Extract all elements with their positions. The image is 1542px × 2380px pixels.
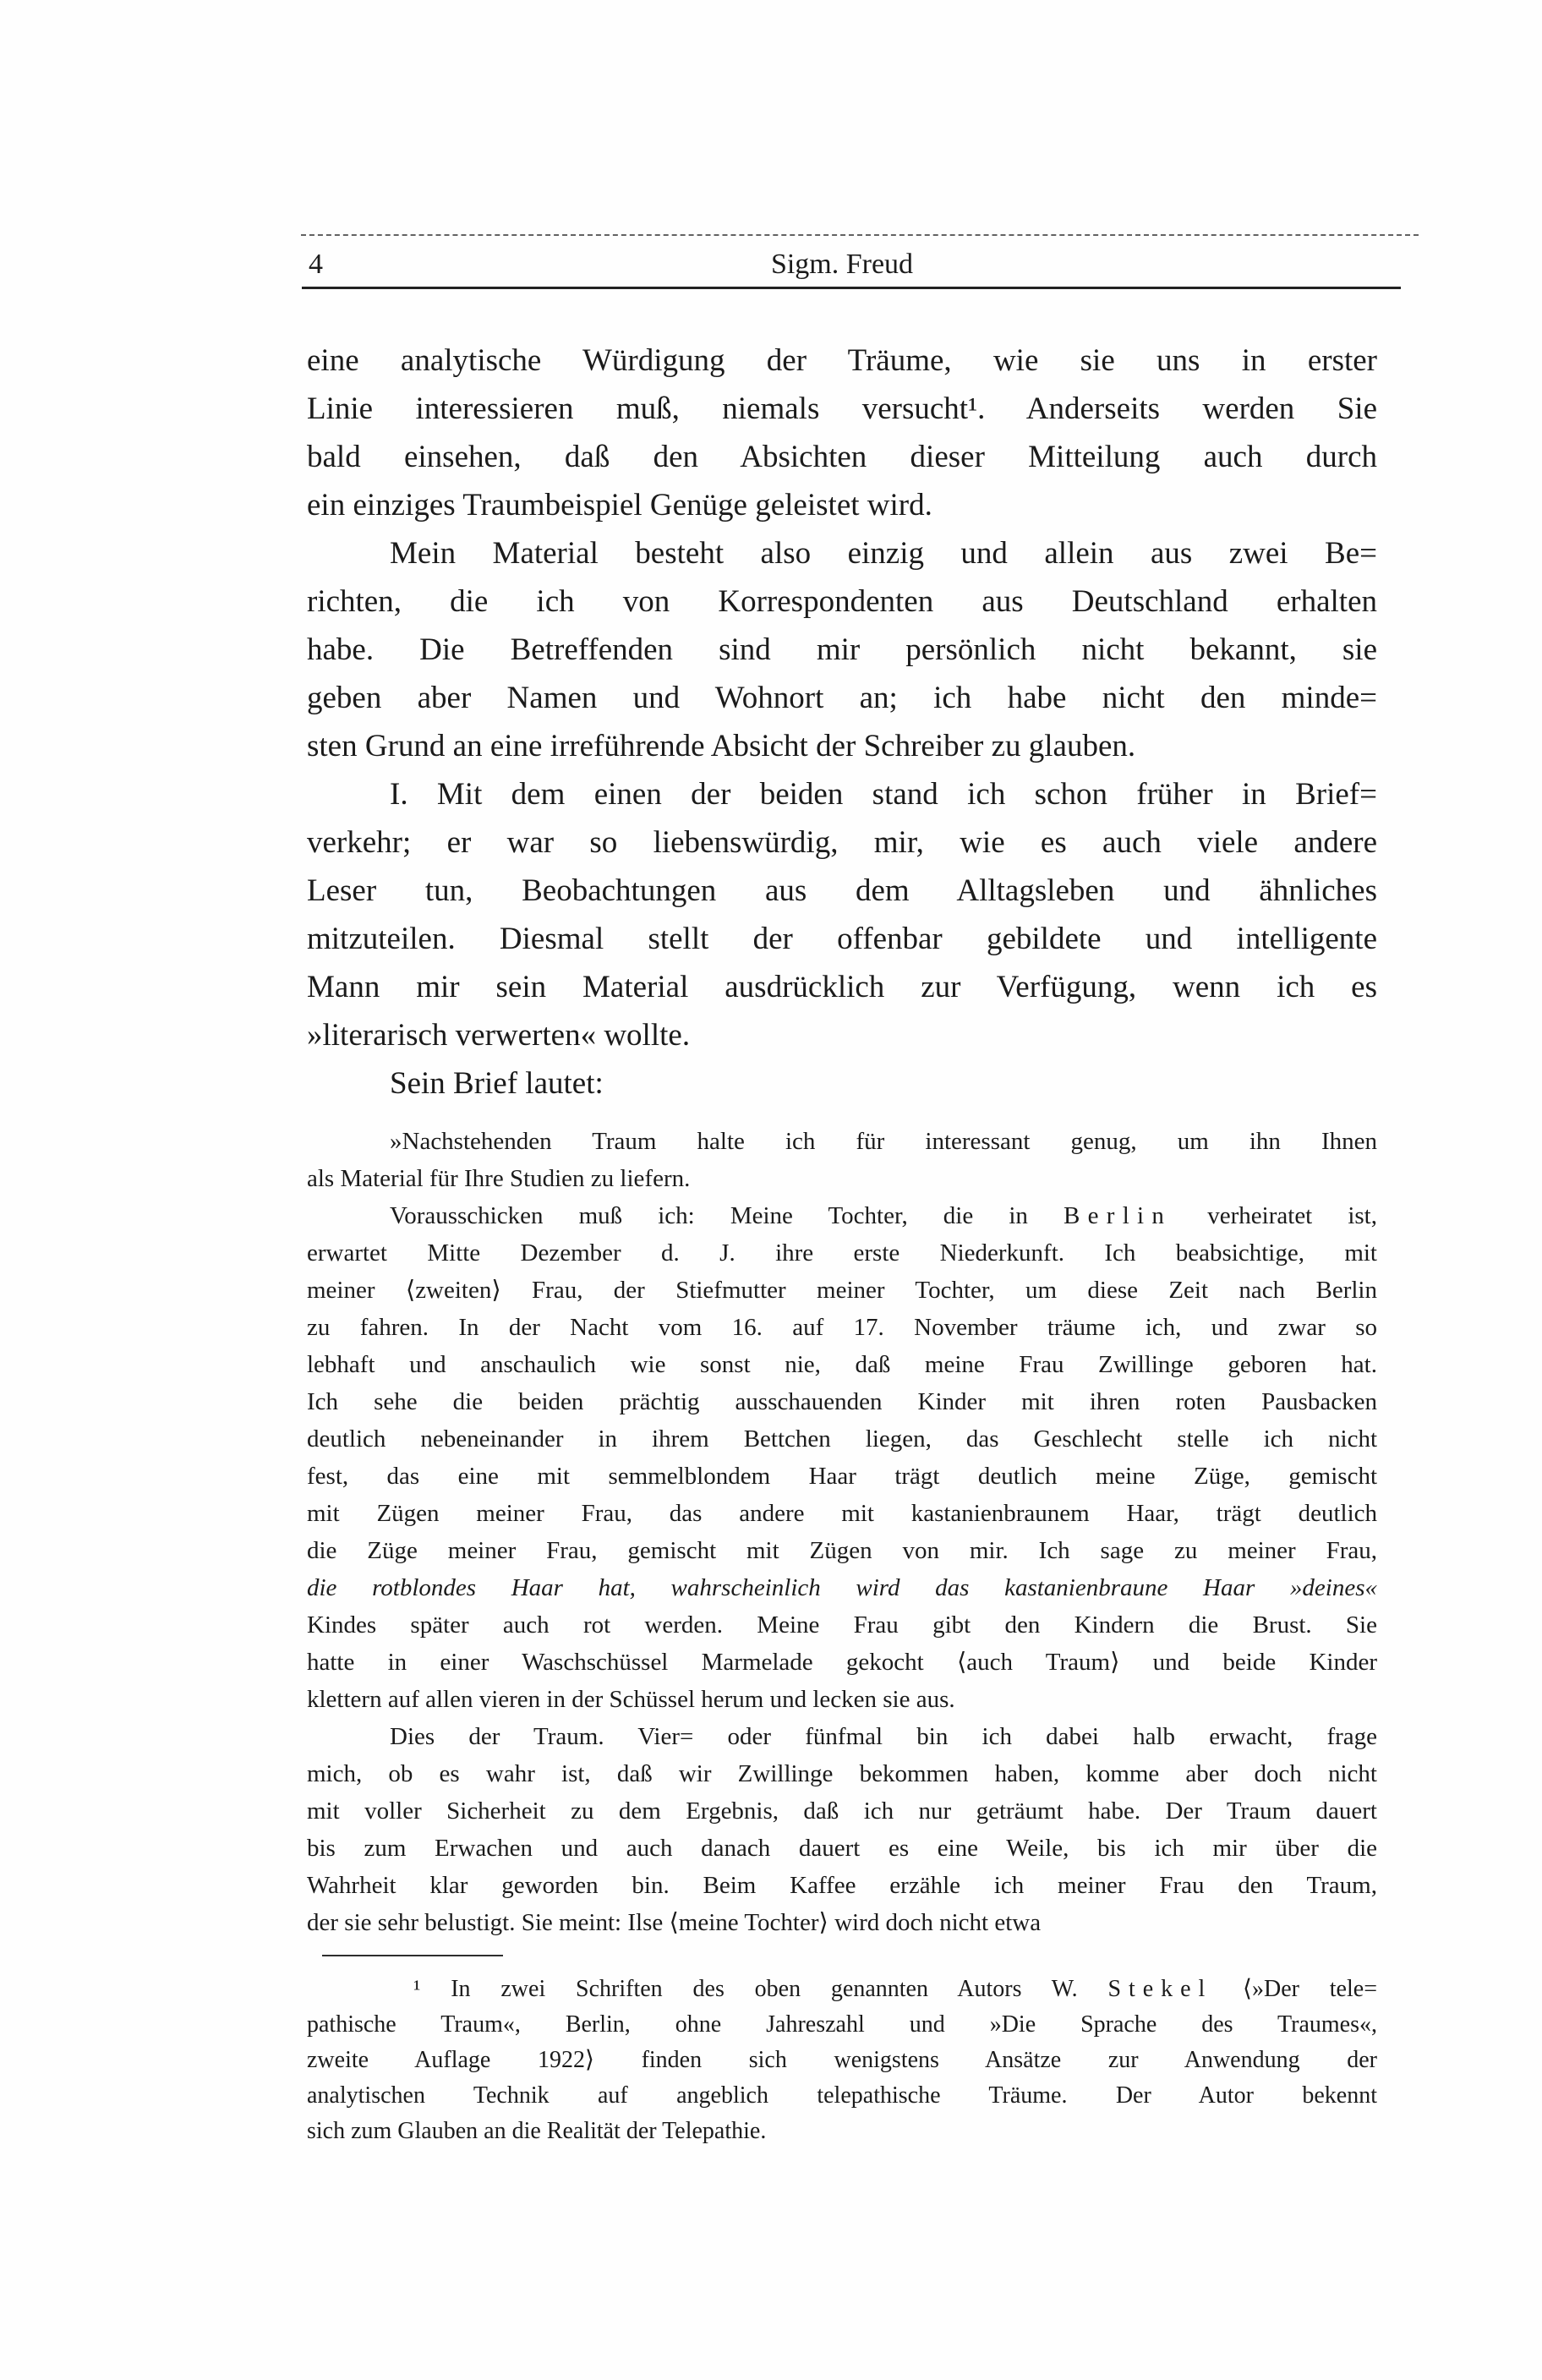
running-title: Sigm. Freud [770,249,914,280]
text-segment-italic: die rotblondes Haar hat, wahrscheinlich wird das kastanienbraune Haar »deines« [307,1574,1377,1601]
text-segment: deutlich nebeneinander in ihrem Bettchen liegen, das Geschlecht stelle ich nicht [307,1425,1377,1453]
paragraph [307,1718,1377,1941]
text-line [307,818,1377,867]
letter-quote [307,1123,1377,1941]
text-line [307,1059,1377,1108]
text-line [307,1904,1377,1941]
text-segment: Kindes später auch rot werden. Meine Frau gibt den Kindern die Brust. Sie [307,1611,1377,1639]
text-segment: ¹ In zwei Schriften des oben genannten Autors W. [413,1976,1108,2002]
text-segment: zu fahren. In der Nacht vom 16. auf 17. November träume ich, und zwar so [307,1314,1377,1341]
text-segment: verheiratet ist, [1172,1202,1377,1229]
text-line [307,2114,1377,2149]
text-line [307,1867,1377,1904]
text-line [307,1681,1377,1718]
text-line [307,867,1377,915]
text-line [307,1495,1377,1532]
text-segment: habe. Die Betreffenden sind mir persönlich nicht bekannt, sie [307,632,1377,667]
text-line [307,2078,1377,2114]
text-line [307,1160,1377,1197]
header-rule [302,287,1401,289]
paragraph [307,1123,1377,1197]
text-line [307,1383,1377,1420]
text-segment: bis zum Erwachen und auch danach dauert es eine Weile, bis ich mir über die [307,1835,1377,1862]
text-segment: ⟨»Der tele= [1212,1976,1377,2002]
text-line [307,1123,1377,1160]
text-segment: die Züge meiner Frau, gemischt mit Zügen von mir. Ich sage zu meiner Frau, [307,1537,1377,1564]
paragraph [307,1972,1377,2149]
text-segment: verkehr; er war so liebenswürdig, mir, wie es auch viele andere [307,825,1377,860]
text-segment: Mann mir sein Material ausdrücklich zur Verfügung, wenn ich es [307,970,1377,1004]
text-segment: »literarisch verwerten« wollte. [307,1018,691,1053]
text-line [307,1569,1377,1606]
paragraph [307,1197,1377,1718]
text-line [307,915,1377,963]
text-segment: lebhaft und anschaulich wie sonst nie, daß meine Frau Zwillinge geboren hat. [307,1351,1377,1378]
text-segment: sich zum Glauben an die Realität der Telepathie. [307,2118,767,2144]
text-segment: Leser tun, Beobachtungen aus dem Alltagsleben und ähnliches [307,873,1377,908]
header-top-dashed-rule [301,234,1419,236]
text-line [307,433,1377,481]
text-line [307,722,1377,770]
text-line [307,1458,1377,1495]
text-segment: Wahrheit klar geworden bin. Beim Kaffee erzähle ich meiner Frau den Traum, [307,1872,1377,1899]
text-line [307,674,1377,722]
text-segment: mit Zügen meiner Frau, das andere mit kastanienbraunem Haar, trägt deutlich [307,1500,1377,1527]
text-line [307,1309,1377,1346]
text-line [307,1532,1377,1569]
text-segment-spaced: Stekel [1107,1976,1213,2002]
text-line [307,1420,1377,1458]
text-line [307,1792,1377,1830]
text-line [307,770,1377,818]
paragraph [307,336,1377,529]
text-segment: der sie sehr belustigt. Sie meint: Ilse ⟨meine Tochter⟩ wird doch nicht etwa [307,1909,1042,1936]
text-segment: hatte in einer Waschschüssel Marmelade gekocht ⟨auch Traum⟩ und beide Kinder [307,1649,1377,1676]
text-line [307,1718,1377,1755]
text-segment: eine analytische Würdigung der Träume, wie sie uns in erster [307,343,1377,378]
text-line [307,626,1377,674]
text-segment-spaced: Berlin [1064,1202,1173,1229]
text-column [307,336,1377,2149]
text-segment: Dies der Traum. Vier= oder fünfmal bin ich dabei halb erwacht, frage [390,1723,1377,1750]
text-segment: erwartet Mitte Dezember d. J. ihre erste Niederkunft. Ich beabsichtige, mit [307,1239,1377,1267]
text-segment: Sein Brief lautet: [390,1066,604,1101]
text-segment: mich, ob es wahr ist, daß wir Zwillinge bekommen haben, komme aber doch nicht [307,1760,1377,1787]
text-segment: als Material für Ihre Studien zu liefern. [307,1165,691,1192]
paragraph [307,529,1377,770]
text-segment: geben aber Namen und Wohnort an; ich habe nicht den minde= [307,681,1377,715]
text-line [307,1972,1377,2007]
text-line [307,1272,1377,1309]
text-line [307,963,1377,1011]
text-segment: analytischen Technik auf angeblich telepathische Träume. Der Autor bekennt [307,2082,1377,2109]
body-text [307,336,1377,1108]
text-segment: Mein Material besteht also einzig und allein aus zwei Be= [390,536,1377,571]
footnote-separator [322,1955,503,1956]
text-line [307,1606,1377,1644]
text-segment: meiner ⟨zweiten⟩ Frau, der Stiefmutter meiner Tochter, um diese Zeit nach Berlin [307,1277,1377,1304]
text-segment: pathische Traum«, Berlin, ohne Jahreszahl und »Die Sprache des Traumes«, [307,2011,1377,2038]
text-segment: richten, die ich von Korrespondenten aus Deutschland erhalten [307,584,1377,619]
text-segment: »Nachstehenden Traum halte ich für interessant genug, um ihn Ihnen [390,1128,1377,1155]
text-line [307,385,1377,433]
text-line [307,1830,1377,1867]
running-header [307,248,1377,282]
text-line [307,577,1377,626]
text-segment: sten Grund an eine irreführende Absicht der Schreiber zu glauben. [307,729,1136,763]
text-line [307,1644,1377,1681]
text-line [307,2043,1377,2078]
text-segment: Ich sehe die beiden prächtig ausschauenden Kinder mit ihren roten Pausbacken [307,1388,1377,1415]
text-segment: Linie interessieren muß, niemals versucht¹. Anderseits werden Sie [307,391,1377,426]
text-line [307,2007,1377,2043]
text-segment: klettern auf allen vieren in der Schüssel herum und lecken sie aus. [307,1686,955,1713]
text-line [307,1011,1377,1059]
text-line [307,1755,1377,1792]
paragraph [307,770,1377,1059]
text-line [307,336,1377,385]
footnote [307,1972,1377,2149]
paragraph [307,1059,1377,1108]
text-segment: bald einsehen, daß den Absichten dieser Mitteilung auch durch [307,440,1377,474]
text-segment: I. Mit dem einen der beiden stand ich schon früher in Brief= [390,777,1377,812]
text-line [307,529,1377,577]
text-segment: mit voller Sicherheit zu dem Ergebnis, daß ich nur geträumt habe. Der Traum dauert [307,1797,1377,1825]
text-line [307,1234,1377,1272]
text-segment: ein einziges Traumbeispiel Genüge geleistet wird. [307,488,932,523]
page-number: 4 [309,249,323,280]
text-line [307,1346,1377,1383]
text-segment: fest, das eine mit semmelblondem Haar trägt deutlich meine Züge, gemischt [307,1463,1377,1490]
text-line [307,1197,1377,1234]
text-segment: Vorausschicken muß ich: Meine Tochter, die in [390,1202,1064,1229]
text-segment: zweite Auflage 1922⟩ finden sich wenigstens Ansätze zur Anwendung der [307,2047,1377,2073]
text-segment: mitzuteilen. Diesmal stellt der offenbar gebildete und intelligente [307,922,1377,956]
text-line [307,481,1377,529]
